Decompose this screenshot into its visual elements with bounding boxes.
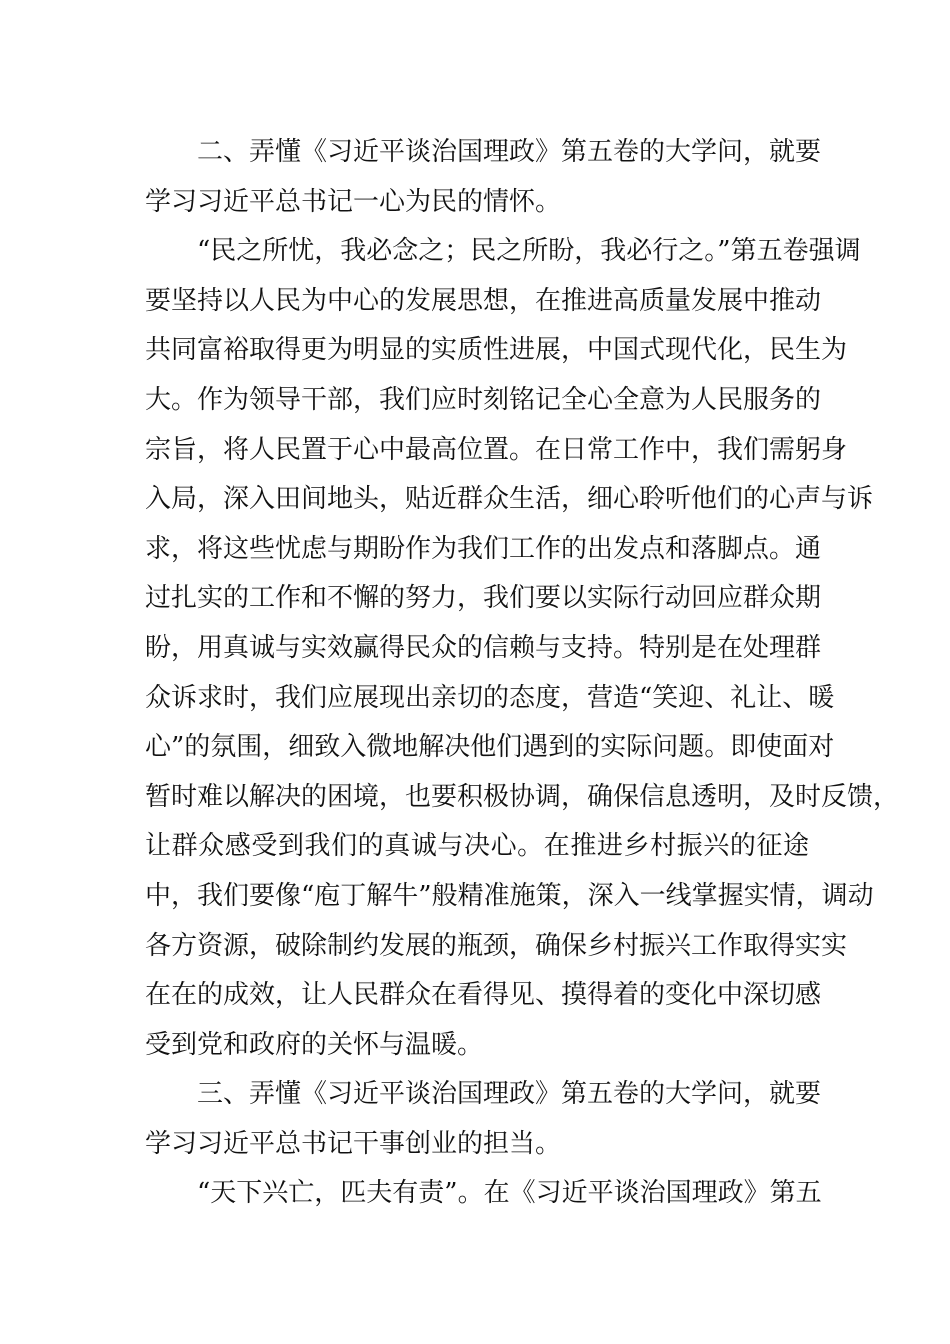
paragraph-3-line-1: 三、弄懂《习近平谈治国理政》第五卷的大学问，就要 — [197, 1079, 822, 1110]
paragraph-2-line-12: 暂时难以解决的困境，也要积极协调，确保信息透明，及时反馈， — [145, 781, 900, 812]
paragraph-2-line-10: 众诉求时，我们应展现出亲切的态度，营造“笑迎、礼让、暖 — [145, 682, 835, 713]
paragraph-4-line-1: “天下兴亡，匹夫有责”。在《习近平谈治国理政》第五 — [197, 1178, 822, 1209]
paragraph-2-line-4: 大。作为领导干部，我们应时刻铭记全心全意为人民服务的 — [145, 384, 822, 415]
paragraph-2-line-1: “民之所忧，我必念之；民之所盼，我必行之。”第五卷强调 — [197, 236, 861, 267]
paragraph-2-line-8: 过扎实的工作和不懈的努力，我们要以实际行动回应群众期 — [145, 583, 822, 614]
paragraph-2-line-14: 中，我们要像“庖丁解牛”般精准施策，深入一线掌握实情，调动 — [145, 880, 874, 911]
paragraph-2-line-3: 共同富裕取得更为明显的实质性进展，中国式现代化，民生为 — [145, 335, 848, 366]
paragraph-2-line-13: 让群众感受到我们的真诚与决心。在推进乡村振兴的征途 — [145, 831, 809, 862]
paragraph-2-line-2: 要坚持以人民为中心的发展思想，在推进高质量发展中推动 — [145, 285, 822, 316]
paragraph-2-line-9: 盼，用真诚与实效赢得民众的信赖与支持。特别是在处理群 — [145, 632, 822, 663]
paragraph-2-line-15: 各方资源，破除制约发展的瓶颈，确保乡村振兴工作取得实实 — [145, 930, 848, 961]
paragraph-2-line-6: 入局，深入田间地头，贴近群众生活，细心聆听他们的心声与诉 — [145, 484, 874, 515]
paragraph-1-line-2: 学习习近平总书记一心为民的情怀。 — [145, 186, 562, 217]
paragraph-2-line-5: 宗旨，将人民置于心中最高位置。在日常工作中，我们需躬身 — [145, 434, 848, 465]
paragraph-2-line-16: 在在的成效，让人民群众在看得见、摸得着的变化中深切感 — [145, 980, 822, 1011]
paragraph-1-line-1: 二、弄懂《习近平谈治国理政》第五卷的大学问，就要 — [197, 137, 822, 167]
document-body — [145, 128, 900, 1219]
paragraph-2-line-17: 受到党和政府的关怀与温暖。 — [145, 1029, 484, 1060]
paragraph-3-line-2: 学习习近平总书记干事创业的担当。 — [145, 1128, 562, 1159]
paragraph-2-line-11: 心”的氛围，细致入微地解决他们遇到的实际问题。即使面对 — [145, 732, 835, 763]
paragraph-2-line-7: 求，将这些忧虑与期盼作为我们工作的出发点和落脚点。通 — [145, 533, 822, 564]
